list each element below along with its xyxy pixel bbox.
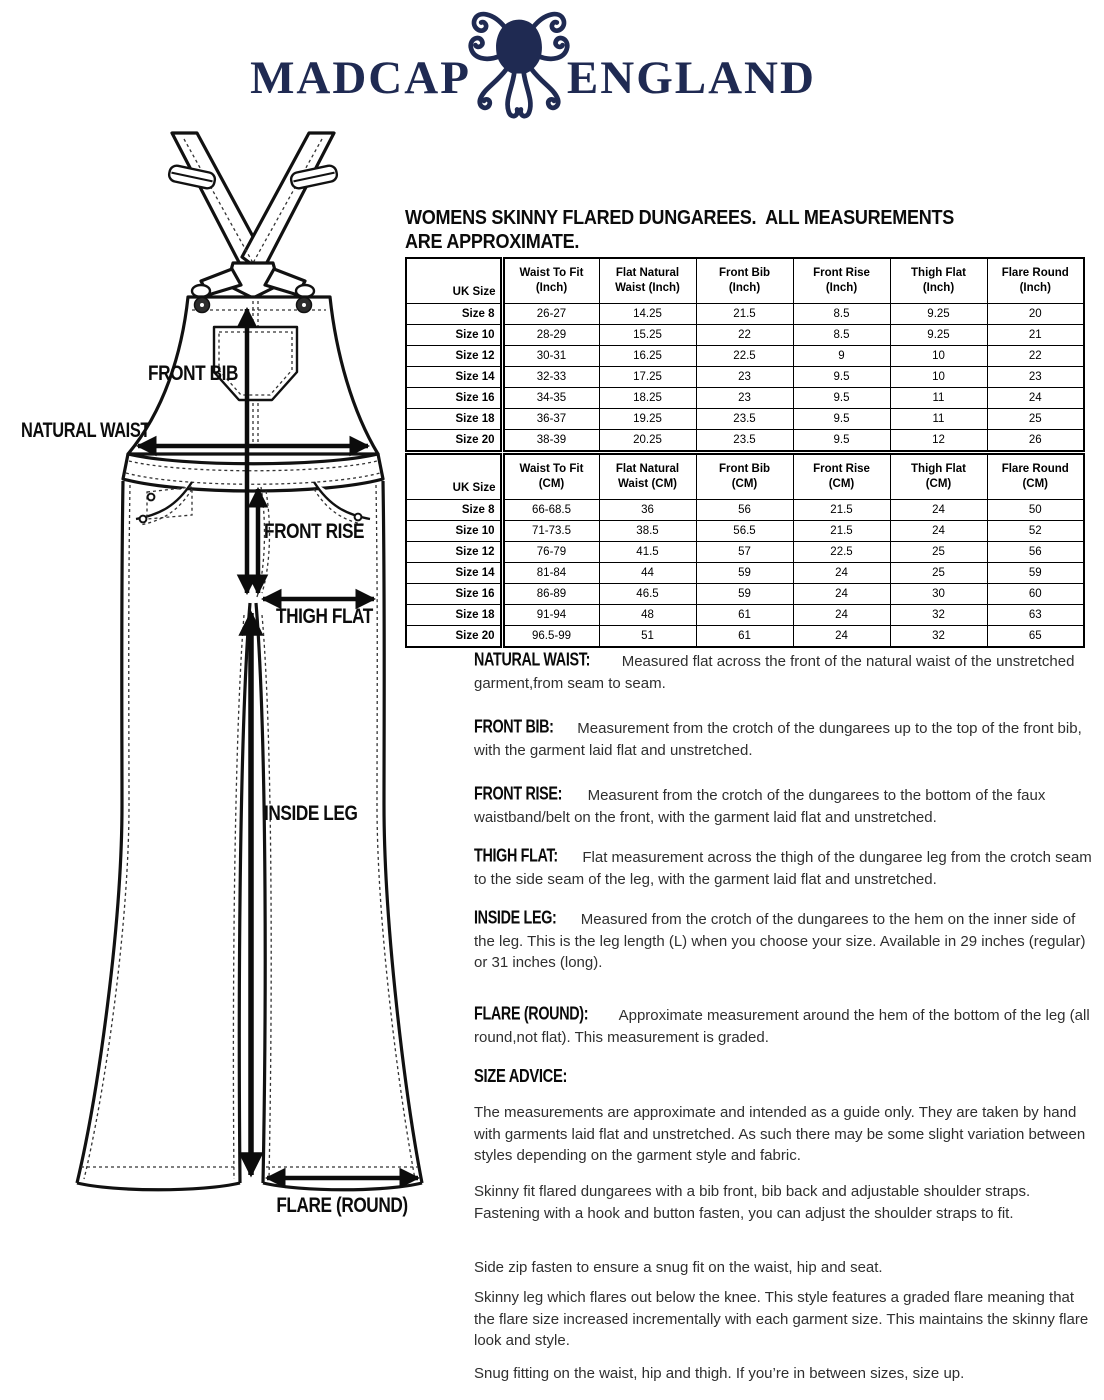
column-header: Waist To Fit (CM) [502,454,599,500]
table-row [406,409,1084,430]
size-label-cell: Size 14 [406,367,502,388]
column-header: Flare Round (CM) [987,454,1084,500]
size-label-cell: Size 12 [406,346,502,367]
definition-inside-leg [474,908,1096,974]
measurement-cell: 8.5 [793,325,890,346]
measurement-cell: 30 [890,584,987,605]
measurement-cell: 71-73.5 [502,521,599,542]
measurement-cell: 32 [890,605,987,626]
column-header-uk-size: UK Size [406,454,502,500]
measurement-cell: 24 [793,584,890,605]
measurement-cell: 59 [696,584,793,605]
table-row [406,563,1084,584]
measurement-cell: 23 [696,367,793,388]
size-label-cell: Size 20 [406,626,502,648]
measurement-cell: 9.5 [793,388,890,409]
measurement-cell: 12 [890,430,987,452]
size-advice-paragraph: Skinny leg which flares out below the knee. This style features a graded flare meaning that the flare size increased incrementally with each garment size. This maintains the skinny flare look and style. [474,1289,1089,1349]
table-row [406,346,1084,367]
measurement-cell: 63 [987,605,1084,626]
measurement-cell: 16.25 [599,346,696,367]
measurement-cell: 52 [987,521,1084,542]
measurement-cell: 22 [987,346,1084,367]
measurement-cell: 51 [599,626,696,648]
table-body [406,500,1084,648]
measurement-cell: 46.5 [599,584,696,605]
measurement-cell: 56 [987,542,1084,563]
table-row [406,325,1084,346]
size-label-cell: Size 12 [406,542,502,563]
size-advice-paragraph: The measurements are approximate and intended as a guide only. They are taken by hand with garments laid flat and unstretched. As such there may be some slight variation between styles depending on the garment style and fabric. [474,1104,1086,1164]
measurement-cell: 91-94 [502,605,599,626]
table-row [406,542,1084,563]
brand-logo [0,10,1085,120]
measurement-cell: 65 [987,626,1084,648]
size-table-inches [405,257,1085,452]
measurement-cell: 59 [696,563,793,584]
measurement-cell: 25 [987,409,1084,430]
size-label-cell: Size 16 [406,388,502,409]
definition-text: Measurent from the crotch of the dungarees to the bottom of the faux waistband/belt on the front, with the garment laid flat and unstretched. [474,787,1046,826]
measurement-cell: 21.5 [793,500,890,521]
table-row [406,584,1084,605]
definition-text: Measured flat across the front of the natural waist of the unstretched garment,from seam to seam. [474,653,1075,692]
measurement-cell: 57 [696,542,793,563]
definition-text: Measured from the crotch of the dungarees to the hem on the inner side of the leg. This is the leg length (L) when you choose your size. Available in 29 inches (regular) or 31 inches (long). [474,911,1086,971]
measurement-cell: 30-31 [502,346,599,367]
measurement-cell: 26 [987,430,1084,452]
measurement-cell: 22.5 [793,542,890,563]
measurement-cell: 9.5 [793,430,890,452]
header-row [406,258,1084,304]
column-header: Front Rise (Inch) [793,258,890,304]
measurement-cell: 11 [890,388,987,409]
definition-front-rise [474,784,1096,828]
size-label-cell: Size 8 [406,304,502,325]
measurement-cell: 10 [890,346,987,367]
measurement-cell: 34-35 [502,388,599,409]
measurement-cell: 19.25 [599,409,696,430]
definition-term: NATURAL WAIST: [474,648,591,670]
brand-word-madcap: MADCAP [250,51,471,104]
definition-term: FLARE (ROUND): [474,1002,589,1024]
measurement-cell: 96.5-99 [502,626,599,648]
measurement-cell: 21.5 [793,521,890,542]
table-row [406,388,1084,409]
definition-text: Flat measurement across the thigh of the dungaree leg from the crotch seam to the side seam of the leg, with the garment laid flat and unstretched. [474,849,1092,888]
measurement-cell: 9 [793,346,890,367]
measurement-cell: 9.25 [890,325,987,346]
shoulder-straps [168,133,338,298]
measurement-cell: 24 [890,500,987,521]
waistband [123,454,383,491]
measurement-cell: 76-79 [502,542,599,563]
measurement-cell: 23 [696,388,793,409]
table-row [406,626,1084,648]
measurement-cell: 25 [890,563,987,584]
label-inside-leg: INSIDE LEG [264,802,358,826]
column-header: Flat Natural Waist (CM) [599,454,696,500]
label-natural-waist: NATURAL WAIST [21,418,150,442]
measurement-cell: 22.5 [696,346,793,367]
table-row [406,605,1084,626]
measurement-cell: 24 [987,388,1084,409]
measurement-cell: 22 [696,325,793,346]
measurement-cell: 61 [696,626,793,648]
table-row [406,367,1084,388]
column-header: Waist To Fit (Inch) [502,258,599,304]
octopus-icon [467,7,571,123]
size-advice-paragraph: Skinny fit flared dungarees with a bib front, bib back and adjustable shoulder straps. Fastening with a hook and button fasten, you can adjust the shoulder straps to fit. [474,1183,1031,1222]
column-header: Flat Natural Waist (Inch) [599,258,696,304]
measurement-cell: 86-89 [502,584,599,605]
column-header: Front Bib (CM) [696,454,793,500]
measurement-cell: 41.5 [599,542,696,563]
measurement-cell: 23.5 [696,430,793,452]
table-row [406,521,1084,542]
definition-text: Measurement from the crotch of the dungarees up to the top of the front bib, with the garment laid flat and unstretched. [474,720,1082,759]
size-label-cell: Size 10 [406,325,502,346]
measurement-cell: 36 [599,500,696,521]
column-header: Thigh Flat (Inch) [890,258,987,304]
measurement-cell: 17.25 [599,367,696,388]
measurement-cell: 9.5 [793,409,890,430]
measurement-cell: 32-33 [502,367,599,388]
size-table-cm [405,453,1085,648]
column-header: Front Rise (CM) [793,454,890,500]
measurement-cell: 25 [890,542,987,563]
header-row [406,454,1084,500]
definition-term: THIGH FLAT: [474,844,558,866]
label-front-bib: FRONT BIB [148,362,238,386]
column-header: Flare Round (Inch) [987,258,1084,304]
measurement-cell: 8.5 [793,304,890,325]
size-advice-heading: SIZE ADVICE: [474,1066,568,1086]
size-label-cell: Size 20 [406,430,502,452]
measurement-cell: 56.5 [696,521,793,542]
definition-term: FRONT RISE: [474,782,563,804]
measurement-cell: 14.25 [599,304,696,325]
size-label-cell: Size 10 [406,521,502,542]
measurement-cell: 21 [987,325,1084,346]
measurement-cell: 50 [987,500,1084,521]
size-label-cell: Size 16 [406,584,502,605]
measurement-cell: 38-39 [502,430,599,452]
label-front-rise: FRONT RISE [264,520,365,544]
measurement-cell: 44 [599,563,696,584]
table-row [406,430,1084,452]
measurement-cell: 38.5 [599,521,696,542]
definition-flare-round [474,1004,1096,1048]
table-row [406,304,1084,325]
definition-thigh-flat [474,846,1096,890]
measurement-cell: 36-37 [502,409,599,430]
size-label-cell: Size 14 [406,563,502,584]
measurement-cell: 10 [890,367,987,388]
measurement-cell: 56 [696,500,793,521]
measurement-cell: 24 [793,563,890,584]
table-body [406,304,1084,452]
brand-word-england: ENGLAND [566,51,816,104]
definition-term: FRONT BIB: [474,715,554,737]
table-row [406,500,1084,521]
measurement-cell: 28-29 [502,325,599,346]
measurement-cell: 81-84 [502,563,599,584]
size-advice-paragraph: Side zip fasten to ensure a snug fit on the waist, hip and seat. [474,1259,883,1276]
measurement-cell: 60 [987,584,1084,605]
measurement-cell: 24 [793,626,890,648]
column-header: Front Bib (Inch) [696,258,793,304]
measurement-cell: 21.5 [696,304,793,325]
measurement-cell: 48 [599,605,696,626]
size-label-cell: Size 8 [406,500,502,521]
size-label-cell: Size 18 [406,409,502,430]
measurement-cell: 61 [696,605,793,626]
measurement-cell: 24 [793,605,890,626]
measurement-cell: 20 [987,304,1084,325]
measurement-cell: 59 [987,563,1084,584]
size-advice-paragraph: Snug fitting on the waist, hip and thigh. If you’re in between sizes, size up. [474,1365,965,1382]
measurement-cell: 9.5 [793,367,890,388]
measurement-cell: 26-27 [502,304,599,325]
measurement-cell: 24 [890,521,987,542]
measurement-cell: 23.5 [696,409,793,430]
measurement-cell: 23 [987,367,1084,388]
measurement-cell: 11 [890,409,987,430]
definition-text: Approximate measurement around the hem of the bottom of the leg (all round,not flat). This measurement is graded. [474,1007,1090,1046]
column-header-uk-size: UK Size [406,258,502,304]
dungarees-measurement-diagram [20,125,470,1250]
label-flare-round: FLARE (ROUND) [276,1194,408,1218]
measurement-cell: 9.25 [890,304,987,325]
size-label-cell: Size 18 [406,605,502,626]
definition-front-bib [474,717,1096,761]
measurement-cell: 15.25 [599,325,696,346]
page-title: WOMENS SKINNY FLARED DUNGAREES. ALL MEASUREMENTS ARE APPROXIMATE. [405,206,959,253]
measurement-cell: 66-68.5 [502,500,599,521]
label-thigh-flat: THIGH FLAT [276,605,373,629]
column-header: Thigh Flat (CM) [890,454,987,500]
definition-natural-waist [474,650,1096,694]
measurement-cell: 32 [890,626,987,648]
measurement-cell: 20.25 [599,430,696,452]
definition-term: INSIDE LEG: [474,906,557,928]
measurement-cell: 18.25 [599,388,696,409]
